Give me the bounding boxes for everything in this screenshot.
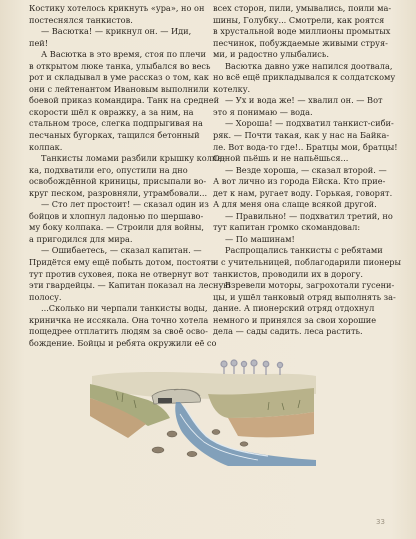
spring-illustration [88, 354, 318, 466]
text-line: — Везде хороша, — сказал второй. — [225, 164, 387, 175]
text-line: круг песком, разровняли, утрамбовали... [29, 187, 208, 198]
text-line: но всё ещё прикладывался к солдатскому [213, 72, 396, 83]
text-line: песчинок, побуждаемые живыми струя- [213, 37, 388, 48]
text-line: освобождённой криницы, присыпали во- [29, 176, 207, 187]
text-line: — Ошибаетесь, — сказал капитан. — [41, 245, 202, 256]
text-line: в открытом люке танка, улыбался во весь [29, 60, 211, 71]
text-line: бождение. Бойцы и ребята окружили её со [29, 337, 217, 348]
text-line: — Ух и вода же! — хвалил он. — Вот [225, 95, 383, 106]
text-line: стальном тросе, слегка подпрыгивая на [29, 118, 203, 129]
text-line: а пригодился для мира. [29, 233, 133, 244]
text-line: постеснялся танкистов. [29, 14, 133, 25]
text-line: — Сто лет простоит! — сказал один из [41, 199, 209, 210]
text-line: пей! [29, 37, 49, 48]
text-line: в хрустальной воде миллионы промытых [213, 26, 391, 37]
text-line: Одной пьёшь и не напьёшься... [213, 153, 349, 164]
text-line: рот и складывал в уме рассказ о том, как [29, 72, 209, 83]
text-line: — По машинам! [225, 233, 295, 244]
text-line: А для меня она слаще всякой другой. [213, 199, 377, 210]
text-line: всех сторон, пили, умывались, поили ма- [213, 3, 392, 13]
text-line: Распрощались танкисты с ребятами [225, 245, 383, 256]
text-line: танкистов, проводили их в дорогу. [213, 268, 363, 279]
text-line: криничка не иссякала. Она точно хотела [29, 314, 209, 325]
text-line: тут капитан громко скомандовал: [213, 222, 361, 233]
right-text-column [213, 3, 402, 338]
text-line: Танкисты ломами разбили крышку колпа- [41, 153, 226, 164]
text-line: му боку колпака. — Строили для войны, [29, 222, 205, 233]
text-line: Костику хотелось крикнуть «ура», но он [29, 3, 205, 13]
text-line: и с учительницей, поблагодарили пионеры [213, 257, 402, 268]
text-line: Придётся ему ещё побыть дотом, постоять [29, 257, 216, 268]
text-line: полосу. [29, 291, 62, 302]
text-line: А вот лично из города Ейска. Кто прие- [213, 176, 386, 187]
text-line: дание. А пионерский отряд отдохнул [213, 303, 375, 314]
text-line: дет к нам, ругает воду. Горькая, говорят. [213, 187, 393, 198]
left-text-column [29, 3, 231, 349]
text-line: — Правильно! — подхватил третий, но [225, 210, 393, 221]
text-line: шины, Голубку... Смотрели, как роятся [213, 14, 385, 25]
text-line: Взревели моторы, загрохотали гусени- [225, 280, 395, 291]
text-line: ...Сколько ни черпали танкисты воды, [41, 303, 208, 314]
text-line: тут против суховея, пока не отвернут вот [29, 268, 209, 279]
text-line: — Васютка! — крикнул он. — Иди, [41, 26, 192, 37]
text-line: песчаных бугорках, тащился бетонный [29, 130, 200, 141]
text-line: Васютка давно уже напился доотвала, [225, 60, 393, 71]
text-line: это я понимаю — вода. [213, 106, 313, 117]
text-line: бойцов и хлопнул ладонью по шершаво- [29, 210, 204, 221]
text-line: боевой приказ командира. Танк на средней [29, 95, 220, 106]
text-line: ряк. — Почти такая, как у нас на Байка- [213, 130, 390, 141]
text-line: А Васютка в это время, стоя по плечи [41, 49, 207, 60]
text-line: скорости шёл к овражку, а за ним, на [29, 106, 194, 117]
text-line: — Хороша! — подхватил танкист-сиби- [225, 118, 394, 129]
text-line: ми, и радостно улыбались. [213, 49, 329, 60]
text-line: ка, подхватили его, опустили на дно [29, 164, 188, 175]
text-line: ле. Вот вода-то где!.. Братцы мои, братцы! [213, 141, 398, 152]
text-line: они с лейтенантом Ивановым выполнили [29, 83, 210, 94]
text-line: немного и принялся за свои хорошие [213, 314, 377, 325]
text-line: дела — сады садить. леса растить. [213, 326, 363, 337]
text-line: пощедрее отплатить людям за своё осво- [29, 326, 208, 337]
text-line: котелку. [213, 83, 251, 94]
text-line: цы, и ушёл танковый отряд выполнять за- [213, 291, 396, 302]
text-line: колпак. [29, 141, 63, 152]
page-number: 33 [376, 518, 385, 526]
text-line: эти гвардейцы. — Капитан показал на лесную [29, 280, 231, 291]
